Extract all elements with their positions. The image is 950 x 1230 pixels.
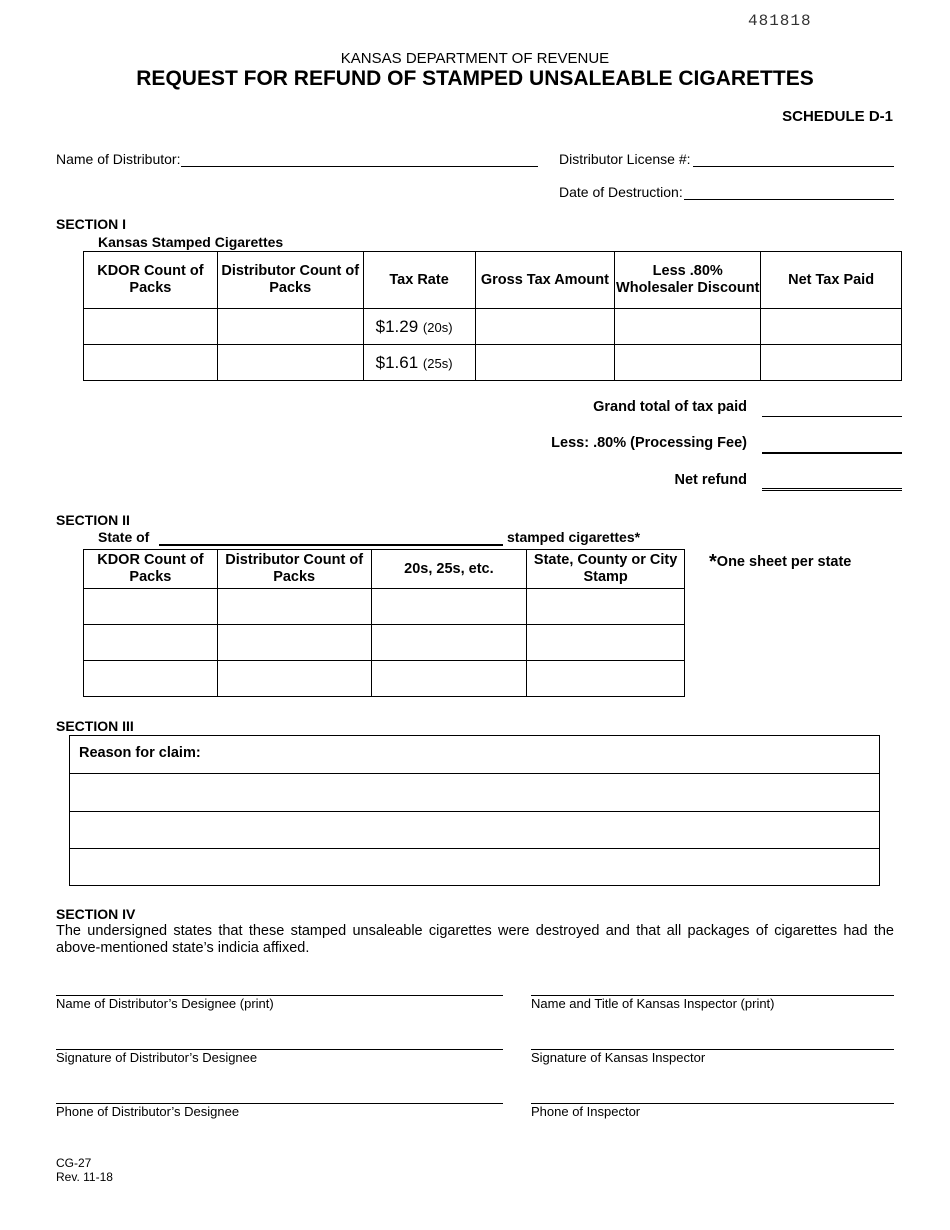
reason-header-row: [70, 736, 879, 774]
table-row: [84, 625, 685, 661]
distributor-count-cell[interactable]: [217, 661, 371, 697]
section1-subheading: Kansas Stamped Cigarettes: [98, 234, 284, 250]
table-row: [84, 345, 902, 381]
reason-line[interactable]: [70, 774, 879, 812]
pack-size-cell[interactable]: [371, 625, 527, 661]
distributor-count-cell[interactable]: [217, 309, 363, 345]
pack-size-cell[interactable]: [371, 589, 527, 625]
inspector-phone-label: Phone of Inspector: [531, 1104, 641, 1119]
processing-fee-label: Less: .80% (Processing Fee): [551, 435, 747, 451]
distributor-name-label: Name of Distributor:: [56, 151, 181, 167]
net-refund-label: Net refund: [674, 472, 747, 488]
stamp-type-cell[interactable]: [527, 625, 685, 661]
reason-label: Reason for claim:: [79, 745, 201, 761]
discount-cell[interactable]: [615, 309, 761, 345]
tax-rate-size: (25s): [422, 355, 453, 371]
form-revision: Rev. 11-18: [56, 1170, 113, 1184]
designee-name-label: Name of Distributor’s Designee (print): [56, 996, 274, 1011]
table-row: [84, 661, 685, 697]
col-gross-tax: Gross Tax Amount: [475, 252, 615, 309]
reason-line[interactable]: [70, 812, 879, 850]
state-note: [709, 549, 851, 572]
section2-table: [83, 549, 685, 697]
gross-tax-cell[interactable]: [475, 309, 615, 345]
form-footer: [56, 1156, 113, 1184]
inspector-signature-label: Signature of Kansas Inspector: [531, 1050, 706, 1065]
section4-heading: SECTION IV: [56, 906, 136, 922]
gross-tax-cell[interactable]: [475, 345, 615, 381]
col-distributor-count: Distributor Count of Packs: [217, 252, 363, 309]
agency-name: KANSAS DEPARTMENT OF REVENUE: [340, 50, 610, 67]
tax-rate-size: (20s): [422, 319, 453, 335]
reason-line[interactable]: [70, 849, 879, 887]
certification-statement: The undersigned states that these stamped unsaleable cigarettes were destroyed and that all packages of cigarettes had the above-mentioned state’s indicia affixed.: [56, 923, 894, 956]
designee-phone-label: Phone of Distributor’s Designee: [56, 1104, 240, 1119]
discount-cell[interactable]: [615, 345, 761, 381]
reason-box: [69, 735, 880, 886]
table-row: [84, 309, 902, 345]
distributor-count-cell[interactable]: [217, 625, 371, 661]
state-suffix-label: stamped cigarettes*: [507, 529, 641, 545]
col-pack-size: 20s, 25s, etc.: [371, 550, 527, 589]
pack-size-cell[interactable]: [371, 661, 527, 697]
license-field[interactable]: [693, 166, 894, 167]
processing-fee-field[interactable]: [762, 452, 902, 454]
distributor-count-cell[interactable]: [217, 345, 363, 381]
net-tax-cell[interactable]: [761, 309, 902, 345]
tax-rate-cell: [363, 309, 475, 345]
col-stamp-type: State, County or City Stamp: [527, 550, 685, 589]
tax-rate-value: $1.29: [375, 316, 419, 336]
form-number-stamp: 481818: [748, 12, 812, 30]
form-title: REQUEST FOR REFUND OF STAMPED UNSALEABLE CIGARETTES: [136, 67, 814, 90]
section1-heading: SECTION I: [56, 216, 127, 232]
col-kdor-count: KDOR Count of Packs: [84, 252, 218, 309]
license-label: Distributor License #:: [559, 151, 691, 167]
tax-rate-cell: [363, 345, 475, 381]
section2-heading: SECTION II: [56, 512, 130, 528]
table-row: [84, 589, 685, 625]
inspector-name-label: Name and Title of Kansas Inspector (print): [531, 996, 775, 1011]
col-tax-rate: Tax Rate: [363, 252, 475, 309]
kdor-count-cell[interactable]: [84, 345, 218, 381]
kdor-count-cell[interactable]: [84, 309, 218, 345]
state-prefix-label: State of: [98, 529, 150, 545]
note-text: One sheet per state: [716, 554, 852, 570]
col-distributor-count: Distributor Count of Packs: [217, 550, 371, 589]
kdor-count-cell[interactable]: [84, 589, 218, 625]
schedule-label: SCHEDULE D-1: [782, 108, 893, 125]
stamp-type-cell[interactable]: [527, 661, 685, 697]
stamp-type-cell[interactable]: [527, 589, 685, 625]
net-tax-cell[interactable]: [761, 345, 902, 381]
destruction-date-field[interactable]: [684, 199, 894, 200]
grand-total-label: Grand total of tax paid: [593, 399, 747, 415]
distributor-name-field[interactable]: [181, 166, 538, 167]
designee-signature-label: Signature of Distributor’s Designee: [56, 1050, 258, 1065]
note-asterisk: *: [709, 551, 717, 573]
state-field[interactable]: [159, 544, 503, 546]
col-net-tax: Net Tax Paid: [761, 252, 902, 309]
kdor-count-cell[interactable]: [84, 661, 218, 697]
distributor-count-cell[interactable]: [217, 589, 371, 625]
col-wholesaler-discount: Less .80% Wholesaler Discount: [615, 252, 761, 309]
destruction-date-label: Date of Destruction:: [559, 184, 683, 200]
net-refund-field[interactable]: [762, 488, 902, 491]
form-code: CG-27: [56, 1156, 92, 1170]
col-kdor-count: KDOR Count of Packs: [84, 550, 218, 589]
tax-rate-value: $1.61: [375, 352, 419, 372]
grand-total-field[interactable]: [762, 416, 902, 417]
section1-table: [83, 251, 902, 381]
kdor-count-cell[interactable]: [84, 625, 218, 661]
section3-heading: SECTION III: [56, 718, 134, 734]
